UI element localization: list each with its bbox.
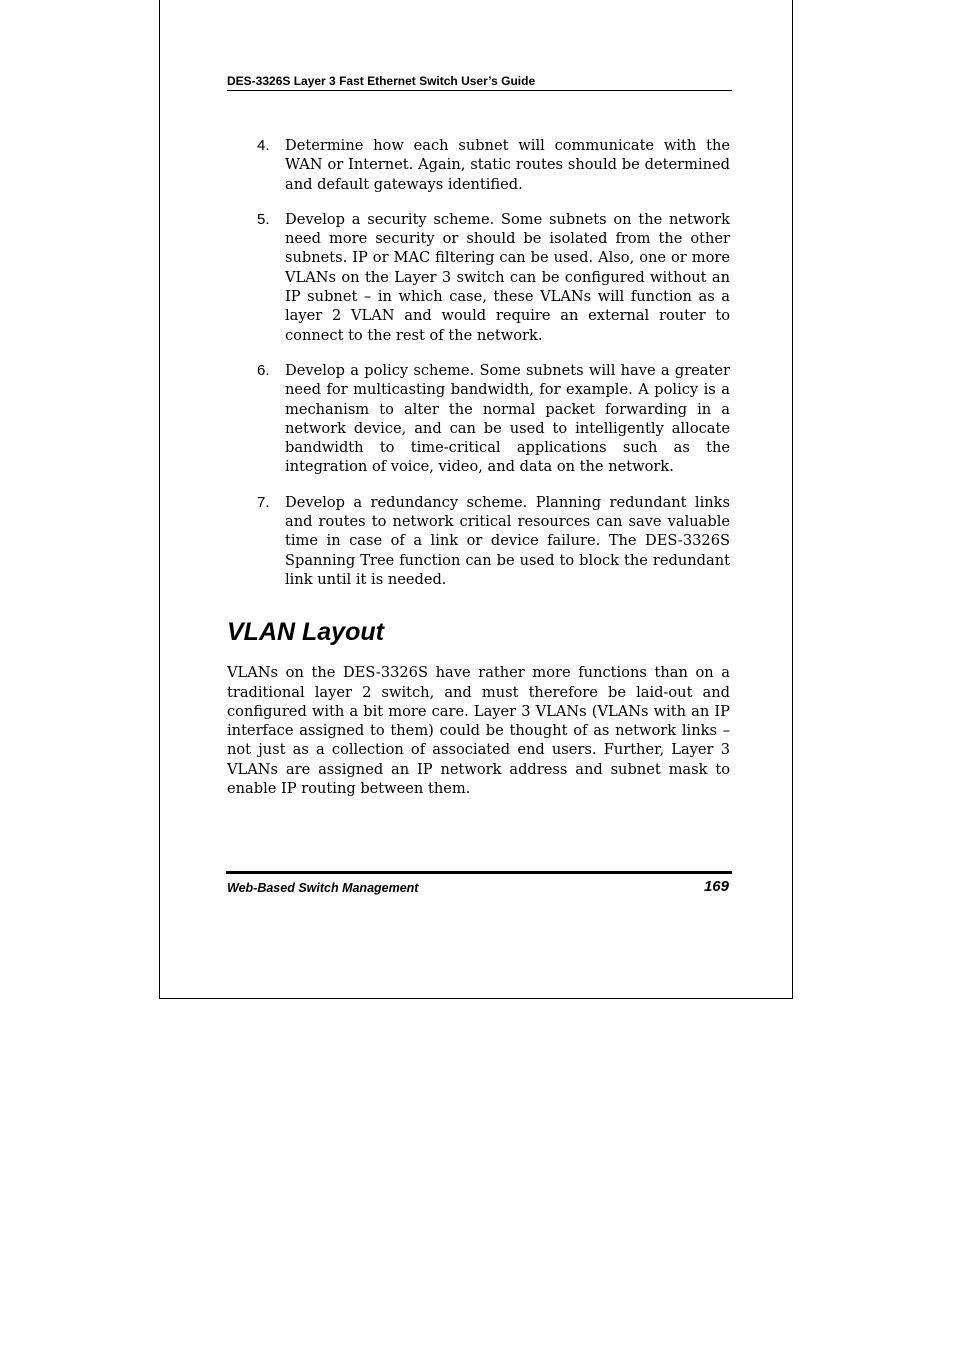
section-heading: VLAN Layout	[227, 618, 384, 647]
page-content	[227, 136, 730, 798]
running-header: DES-3326S Layer 3 Fast Ethernet Switch User’s Guide	[227, 74, 732, 91]
section-paragraph: VLANs on the DES-3326S have rather more functions than on a traditional layer 2 switch, and must therefore be laid-out and configured with a bit more care. Layer 3 VLANs (VLANs with an IP interface assigned to them) could be thought of as network links – not just as a collection of associated end users. Further, Layer 3 VLANs are assigned an IP network address and subnet mask to enable IP routing between them.	[227, 664, 730, 798]
step-number: 7.	[257, 493, 270, 511]
step-number: 4.	[257, 137, 270, 154]
step-text: Develop a security scheme. Some subnets on the network need more security or should be isolated from the other subnets. IP or MAC filtering can be used. Also, one or more VLANs on the Layer 3 switch can be configured without an IP subnet – in which case, these VLANs will function as a layer 2 VLAN and would require an external router to connect to the rest of the network.	[285, 210, 730, 344]
page-number: 169	[703, 878, 729, 895]
footer-rule	[226, 871, 732, 874]
step-number: 6.	[257, 361, 270, 379]
step-text: Develop a redundancy scheme. Planning redundant links and routes to network critical resources can save valuable time in case of a link or device failure. The DES-3326S Spanning Tree function can be used to block the redundant link until it is needed.	[285, 493, 730, 588]
step-text: Develop a policy scheme. Some subnets will have a greater need for multicasting bandwidth, for example. A policy is a mechanism to alter the normal packet forwarding in a network device, and can be used to intelligently allocate bandwidth to time-critical applications such as the integration of voice, video, and data on the network.	[285, 361, 730, 476]
list-item	[227, 136, 730, 194]
list-item	[227, 361, 730, 477]
step-number: 5.	[257, 210, 270, 228]
footer-title: Web-Based Switch Management	[227, 881, 419, 895]
list-item	[227, 210, 730, 345]
list-item	[227, 493, 730, 589]
step-text: Determine how each subnet will communicate with the WAN or Internet. Again, static routes should be determined and default gateways identified.	[285, 137, 730, 193]
